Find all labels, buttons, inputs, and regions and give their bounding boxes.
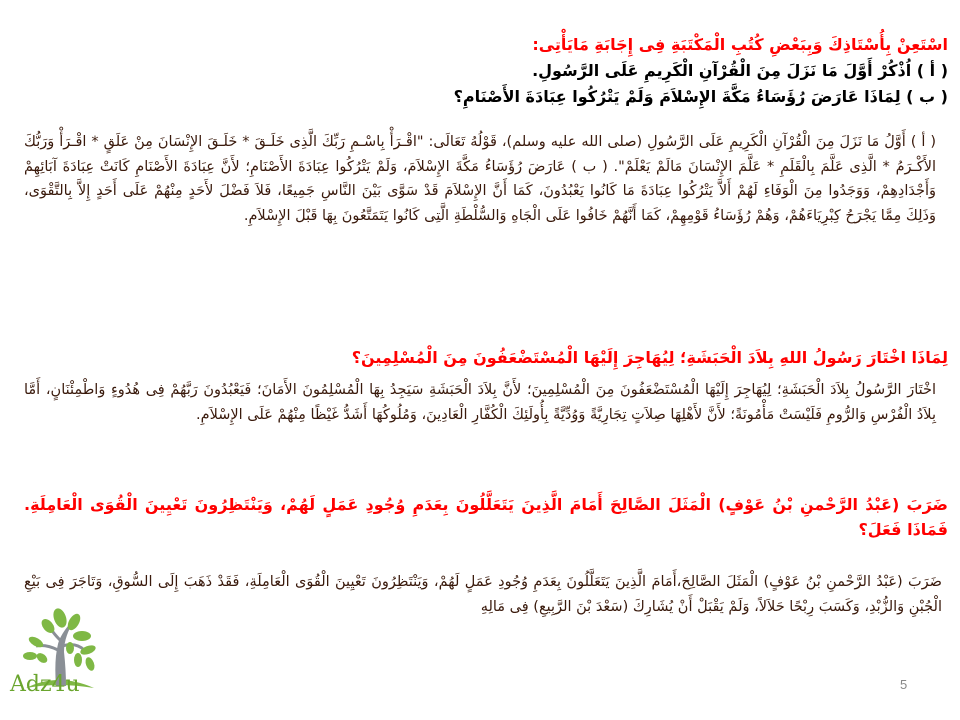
question-a: ( أ ) اُذْكُرْ أَوَّلَ مَا نَزَلَ مِنَ الْقُرْآنِ الْكَرِيمِ عَلَى الرَّسُولِ. bbox=[532, 61, 948, 80]
question-2: لِمَاذَا اخْتَارَ رَسُولُ اللهِ بِلاَدَ الْحَبَشَةِ؛ لِيُهَاجِرَ إِلَيْهَا الْمُسْتَضْعَفُونَ مِنَ الْمُسْلِمِينَ؟ bbox=[351, 348, 948, 367]
logo-text: Adz4u bbox=[10, 672, 80, 697]
tree-logo-icon bbox=[8, 600, 108, 715]
answer-1: ( أ ) أَوَّلُ مَا نَزَلَ مِنَ الْقُرْآنِ الْكَرِيمِ عَلَى الرَّسُولِ (صلى الله عليه وسلم)، قَوْلُهُ تَعَالَى: "اقْـرَأْ بِاسْـمِ رَبِّكَ الَّذِى خَلَـقَ * خَلَـقَ الإِنْسَانَ مِنْ عَلَقٍ * اقْـرَأْ وَرَبُّكَ الأَكْـرَمُ * الَّذِى عَلَّمَ بِالْقَلَمِ * عَلَّمَ الإِنْسَانَ مَالَمْ يَعْلَمْ". ( ب ) عَارَضَ رُؤَسَاءُ مَكَّةَ الإِسْلاَمَ، وَلَمْ يَتْرُكُوا عِبَادَةَ الأَصْنَامِ؛ لأَنَّ عِبَادَةَ الأَصْنَامِ كَانَتْ عِبَادَةَ آبَائِهِمْ وَأَجْدَادِهِمْ، وَوَجَدُوا مِنَ الْوَفَاءِ لَهُمْ أَلاَّ يَتْرُكُوا عِبَادَةَ مَا كَانُوا يَعْبُدُونَ، كَمَا أَنَّ الإِسْلاَمَ قَدْ سَوَّى بَيْنَ النَّاسِ جَمِيعًا، فَلاَ فَضْلَ لأَحَدٍ مِنْهُمْ عَلَى أَحَدٍ إِلاَّ بِالتَّقْوَى، وَذَلِكَ مِمَّا يَجْرَحُ كِبْرِيَاءَهُمْ، وَهُمْ رُؤَسَاءُ قَوْمِهِمْ، كَمَا أَنَّهُمْ خَافُوا عَلَى الْجَاهِ وَالسُّلْطَةِ الَّتِى كَانُوا يَتَمَتَّعُونَ بِهَا قَبْلَ الإِسْلاَمِ. bbox=[24, 134, 936, 224]
page-number: 5 bbox=[900, 677, 908, 692]
task-title: اسْتَعِنْ بِأُسْتَاذِكَ وَبِبَعْضِ كُتُبِ الْمَكْتَبَةِ فِى إِجَابَةِ مَايَأْتِى: bbox=[532, 35, 948, 54]
answer-2: اخْتَارَ الرَّسُولُ بِلاَدَ الْحَبَشَةِ؛ لِيُهَاجِرَ إِلَيْهَا الْمُسْتَضْعَفُونَ مِنَ الْمُسْلِمِينَ؛ لأَنَّ بِلاَدَ الْحَبَشَةِ سَيَجِدُ بِهَا الْمُسْلِمُونَ الأَمَانَ؛ فَيَعْبُدُونَ رَبَّهُمْ فِى هُدُوءٍ وَاطْمِئْنَانٍ، أَمَّا بِلاَدُ الْفُرْسِ وَالرُّومِ فَلَيْسَتْ مَأْمُونَةً؛ لأَنَّ لأَهْلِهَا صِلاَتٍ تِجَارِيَّةً وَوُدِّيَّةً بِأُولَئِكَ الْكُفَّارِ الْعَادِينَ، وَمُلُوكُهَا أَشَدُّ غَيْظًا مِنْهُمْ عَلَى الإِسْلاَمِ. bbox=[24, 382, 936, 423]
question-3: ضَرَبَ (عَبْدُ الرَّحْمنِ بْنُ عَوْفٍ) الْمَثَلَ الصَّالِحَ أَمَامَ الَّذِينَ يَتَعَلَّلُونَ بِعَدَمِ وُجُودِ عَمَلٍ لَهُمْ، وَيَنْتَظِرُونَ تَعْيِينَ الْقُوَى الْعَامِلَةِ. فَمَاذَا فَعَلَ؟ bbox=[24, 495, 948, 539]
answer-3: ضَرَبَ (عَبْدُ الرَّحْمنِ بْنُ عَوْفٍ) الْمَثَلَ الصَّالِحَ،أَمَامَ الَّذِينَ يَتَعَلَّلُونَ بِعَدَمِ وُجُودِ عَمَلٍ لَهُمْ، وَيَنْتَظِرُونَ تَعْيِينَ الْقُوَى الْعَامِلَةِ، فَقَدْ ذَهَبَ إِلَى السُّوقِ، وَتَاجَرَ فِى بَيْعِ الْجُبْنِ وَالزُّبْدِ، وَكَسَبَ رِبْحًا حَلاَلاً، وَلَمْ يَقْبَلْ أَنْ يُشَارِكَ (سَعْدَ بْنَ الرَّبِيعِ) فِى مَالِهِ bbox=[24, 574, 942, 615]
question-b: ( ب ) لِمَاذَا عَارَضَ رُؤَسَاءُ مَكَّةَ الإِسْلاَمَ وَلَمْ يَتْرُكُوا عِبَادَةَ الأَصْنَامِ؟ bbox=[453, 87, 948, 106]
